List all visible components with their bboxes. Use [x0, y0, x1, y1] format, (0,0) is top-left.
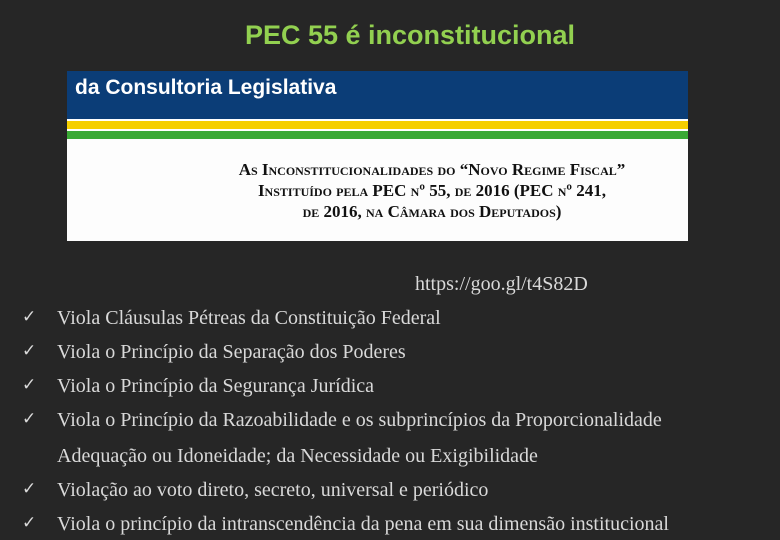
banner-stripe-green	[67, 131, 688, 139]
list-item-text: Violação ao voto direto, secreto, universal e periódico	[57, 479, 489, 501]
checkmark-icon: ✓	[22, 479, 37, 499]
document-image	[67, 71, 688, 241]
banner-stripe-blue	[67, 111, 688, 119]
document-banner	[67, 71, 688, 111]
document-heading-line: Instituído pela PEC nº 55, de 2016 (PEC nº 241,	[257, 181, 607, 200]
list-item-text: Viola o princípio da intranscendência da pena em sua dimensão institucional	[57, 513, 669, 535]
slide-title: PEC 55 é inconstitucional	[244, 20, 576, 50]
checkmark-icon: ✓	[22, 307, 37, 327]
list-item-text: Viola o Princípio da Segurança Jurídica	[57, 375, 375, 397]
document-heading	[177, 159, 687, 222]
list-item-text: Adequação ou Idoneidade; da Necessidade ou Exigibilidade	[57, 445, 538, 467]
checkmark-icon: ✓	[22, 409, 37, 429]
list-item-text: Viola o Princípio da Razoabilidade e os subprincípios da Proporcionalidade	[57, 409, 662, 431]
source-link[interactable]: https://goo.gl/t4S82D	[415, 273, 588, 295]
checkmark-icon: ✓	[22, 341, 37, 361]
banner-stripe-yellow	[67, 121, 688, 129]
document-heading-line: de 2016, na Câmara dos Deputados)	[302, 202, 562, 221]
list-item-text: Viola o Princípio da Separação dos Poderes	[57, 341, 406, 363]
checkmark-icon: ✓	[22, 513, 37, 533]
document-banner-text: da Consultoria Legislativa	[75, 76, 337, 99]
list-item-text: Viola Cláusulas Pétreas da Constituição Federal	[57, 307, 441, 329]
checkmark-icon: ✓	[22, 375, 37, 395]
document-heading-line: As Inconstitucionalidades do “Novo Regime Fiscal”	[238, 160, 626, 179]
